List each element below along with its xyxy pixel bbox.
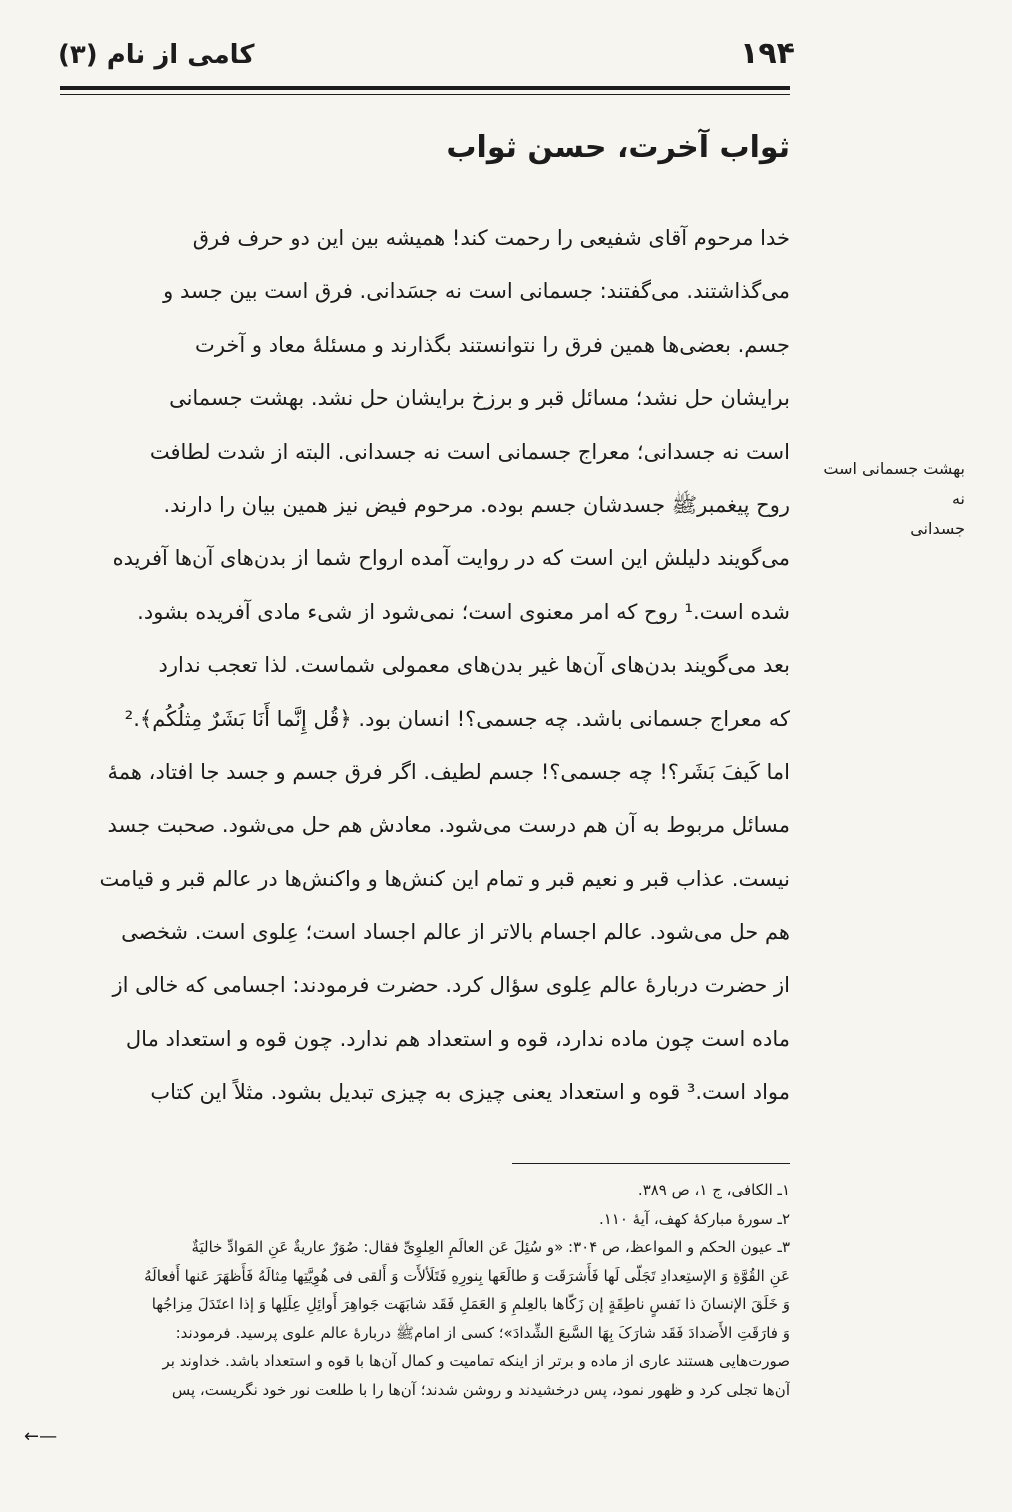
footnote-line: وَ خَلَقَ الإنسانَ ذا نَفسٍ ناطِقَةٍ إن زَکّاها بالعِلمِ وَ العَمَلِ فَقَد شابَهَت جَواهِرَ أَوائِلِ عِلَلِها وَ إذا اعتَدَلَ مِزاجُها [151, 1295, 790, 1313]
body-text [66, 212, 790, 1120]
body-line: ماده است چون ماده ندارد، قوه و استعداد هم ندارد. چون قوه و استعداد مال [125, 1026, 790, 1051]
footnote-separator [512, 1163, 790, 1164]
body-line: نیست. عذاب قبر و نعیم قبر و تمام این کنش‌ها و واکنش‌ها در عالم قبر و قیامت [99, 866, 790, 891]
footnotes [54, 1176, 790, 1404]
running-title: کامی از نام (۳) [58, 40, 255, 70]
footnote-line: ۲ـ سورهٔ مبارکهٔ کهف، آیهٔ ۱۱۰. [598, 1209, 790, 1228]
body-line: از حضرت دربارهٔ عالم عِلوی سؤال کرد. حضرت فرمودند: اجسامی که خالی از [112, 973, 790, 998]
margin-note [815, 454, 965, 544]
footnote-line: صورت‌هایی هستند عاری از ماده و برتر از اینکه تمامیت و کمال آن‌ها با قوه و استعداد باشد. خداوند بر [162, 1352, 790, 1370]
body-line: شده است.¹ روح که امر معنوی است؛ نمی‌شود از شیء مادی آفریده بشود. [137, 599, 790, 624]
continue-arrow-icon: ←— [24, 1426, 58, 1447]
body-line: می‌گویند دلیلش این است که در روایت آمده ارواح شما از بدن‌های آن‌ها آفریده [112, 546, 790, 571]
footnote-line: ۳ـ عیون الحکم و المواعظ، ص ۳۰۴: «و سُئِلَ عَن العالَمِ العِلوِیِّ فقال: صُوَرٌ عاریةٌ عَنِ المَوادِّ خالیَةٌ [191, 1238, 790, 1256]
footnote-line: وَ فارَقَتِ الأَضدادَ فَقَد شارَکَ بِهَا السَّبعَ الشِّدادَ»؛ کسی از امامﷺ دربارهٔ عالم علوی پرسید. فرمودند: [175, 1323, 790, 1342]
body-line: برایشان حل نشد؛ مسائل قبر و برزخ برایشان حل نشد. بهشت جسمانی [169, 386, 790, 411]
section-title: ثواب آخرت، حسن ثواب [446, 130, 790, 165]
margin-note-line: جسدانی [910, 519, 965, 538]
body-line: هم حل می‌شود. عالم اجسام بالاتر از عالم اجساد است؛ عِلوی است. شخصی [121, 920, 790, 945]
footnote-line: آن‌ها تجلی کرد و ظهور نمود، پس درخشیدند و روشن شدند؛ آن‌ها را با طلعت نور خود نگریست، پس [171, 1380, 790, 1399]
body-line: که معراج جسمانی باشد. چه جسمی؟! انسان بود. ﴿قُل إِنَّما أَنَا بَشَرٌ مِثلُکُم﴾.² [124, 706, 790, 731]
header-rule-thick [60, 86, 790, 90]
footnote-line: ۱ـ الکافی، ج ۱، ص ۳۸۹. [637, 1181, 790, 1199]
body-line: مسائل مربوط به آن هم درست می‌شود. معادش هم حل می‌شود. صحبت جسد [107, 813, 790, 838]
page-number: ۱۹۴ [740, 36, 795, 71]
margin-note-line: بهشت جسمانی است نه [823, 459, 965, 508]
body-line: خدا مرحوم آقای شفیعی را رحمت کند! همیشه بین این دو حرف فرق [192, 226, 790, 250]
body-line: جسم. بعضی‌ها همین فرق را نتوانستند بگذارند و مسئلهٔ معاد و آخرت [195, 332, 790, 357]
body-line: بعد می‌گویند بدن‌های آن‌ها غیر بدن‌های معمولی شماست. لذا تعجب ندارد [158, 653, 790, 678]
body-line: مواد است.³ قوه و استعداد یعنی چیزی به چیزی تبدیل بشود. مثلاً این کتاب [150, 1080, 790, 1105]
header-rule-thin [60, 94, 790, 95]
footnote-line: عَنِ القُوَّةِ وَ الإستِعدادِ تَجَلّی لَها فَأَشرَقَت وَ طالَعَها بِنورِهِ فَتَلَألأَت وَ أَلقی فی هُوِیَّتِها مِثالَهُ فَأَظهَرَ عَنها أَفعالَهُ [144, 1266, 790, 1285]
body-line: است نه جسدانی؛ معراج جسمانی است نه جسدانی. البته از شدت لطافت [149, 439, 790, 464]
body-line: اما کَیفَ بَشَر؟! چه جسمی؟! جسم لطیف. اگر فرق جسم و جسد جا افتاد، همهٔ [107, 759, 790, 784]
body-line: روح پیغمبرﷺ جسدشان جسم بوده. مرحوم فیض نیز همین بیان را دارند. [163, 492, 790, 517]
body-line: می‌گذاشتند. می‌گفتند: جسمانی است نه جسَدانی. فرق است بین جسد و [163, 279, 790, 304]
